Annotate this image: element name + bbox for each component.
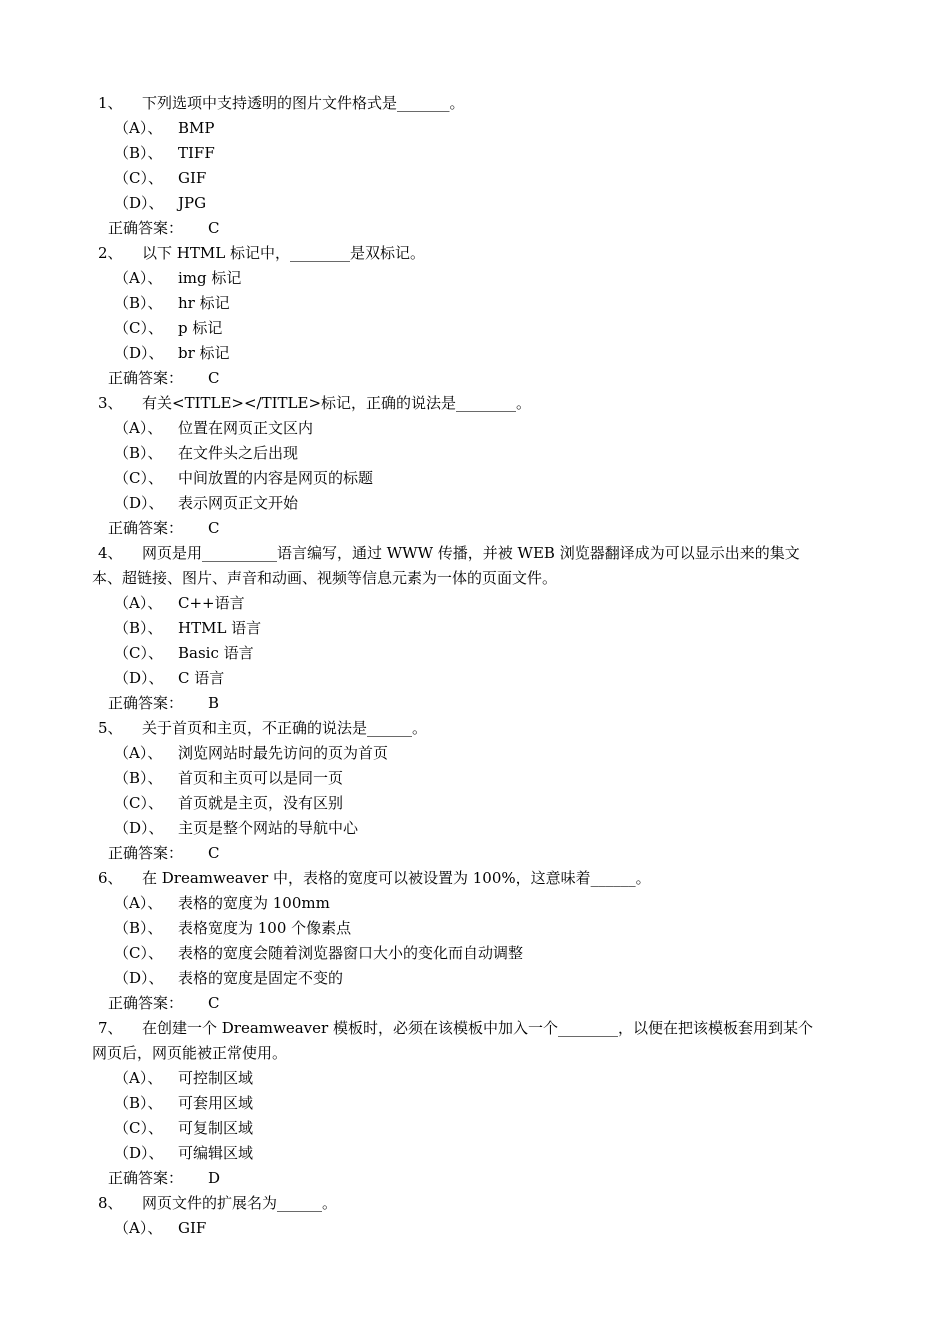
option-item [92, 816, 864, 841]
answer-line [92, 691, 864, 716]
option-label: （A）、 [114, 269, 163, 287]
option-item [92, 466, 864, 491]
question-text: 关于首页和主页，不正确的说法是______。 [142, 719, 428, 737]
answer-value: C [208, 994, 220, 1012]
question-number: 2、 [98, 244, 123, 262]
question-stem [92, 1191, 864, 1216]
question-stem [92, 241, 864, 266]
option-label: （A）、 [114, 1069, 163, 1087]
option-label: （A）、 [114, 419, 163, 437]
document-page [92, 91, 864, 1241]
option-text: 位置在网页正文区内 [178, 419, 314, 437]
question-text: 在创建一个 Dreamweaver 模板时，必须在该模板中加入一个________，以便在把该模板套用到某个 [142, 1019, 813, 1037]
option-text: Basic 语言 [178, 644, 254, 662]
option-label: （B）、 [114, 919, 163, 937]
option-text: C 语言 [178, 669, 225, 687]
question-number: 5、 [98, 719, 123, 737]
option-item [92, 266, 864, 291]
option-label: （B）、 [114, 144, 163, 162]
question-text: 下列选项中支持透明的图片文件格式是_______。 [142, 94, 465, 112]
answer-label: 正确答案： [108, 994, 184, 1012]
question-stem [92, 541, 864, 566]
option-text: p 标记 [178, 319, 223, 337]
option-text: 表格宽度为 100 个像素点 [178, 919, 352, 937]
option-text: GIF [178, 169, 207, 187]
question-block [92, 1016, 864, 1191]
option-text: 首页和主页可以是同一页 [178, 769, 344, 787]
question-text-continued: 网页后，网页能被正常使用。 [92, 1044, 288, 1062]
option-text: HTML 语言 [178, 619, 262, 637]
answer-line [92, 1166, 864, 1191]
option-label: （C）、 [114, 469, 163, 487]
option-text: 浏览网站时最先访问的页为首页 [178, 744, 389, 762]
option-item [92, 491, 864, 516]
option-item [92, 591, 864, 616]
question-stem [92, 866, 864, 891]
question-text-continued: 本、超链接、图片、声音和动画、视频等信息元素为一体的页面文件。 [92, 569, 558, 587]
option-text: 中间放置的内容是网页的标题 [178, 469, 374, 487]
answer-label: 正确答案： [108, 694, 184, 712]
question-number: 6、 [98, 869, 123, 887]
question-text: 在 Dreamweaver 中，表格的宽度可以被设置为 100%，这意味着______。 [142, 869, 651, 887]
option-label: （B）、 [114, 1094, 163, 1112]
option-label: （A）、 [114, 894, 163, 912]
option-label: （D）、 [114, 494, 164, 512]
option-text: 可控制区域 [178, 1069, 254, 1087]
option-label: （A）、 [114, 119, 163, 137]
option-item [92, 116, 864, 141]
option-label: （D）、 [114, 819, 164, 837]
option-item [92, 341, 864, 366]
answer-label: 正确答案： [108, 519, 184, 537]
option-item [92, 291, 864, 316]
option-item [92, 1216, 864, 1241]
question-block [92, 391, 864, 541]
option-label: （C）、 [114, 1119, 163, 1137]
question-stem [92, 1016, 864, 1041]
option-label: （A）、 [114, 744, 163, 762]
option-item [92, 641, 864, 666]
option-label: （C）、 [114, 644, 163, 662]
answer-line [92, 366, 864, 391]
option-label: （B）、 [114, 444, 163, 462]
answer-label: 正确答案： [108, 219, 184, 237]
option-label: （A）、 [114, 1219, 163, 1237]
question-stem [92, 391, 864, 416]
answer-value: D [208, 1169, 221, 1187]
option-label: （D）、 [114, 1144, 164, 1162]
question-block [92, 866, 864, 1016]
option-item [92, 416, 864, 441]
option-text: img 标记 [178, 269, 242, 287]
option-item [92, 141, 864, 166]
option-text: hr 标记 [178, 294, 230, 312]
answer-value: C [208, 369, 220, 387]
option-text: 表格的宽度是固定不变的 [178, 969, 344, 987]
option-text: 主页是整个网站的导航中心 [178, 819, 359, 837]
question-block [92, 241, 864, 391]
answer-line [92, 516, 864, 541]
option-text: 表格的宽度会随着浏览器窗口大小的变化而自动调整 [178, 944, 524, 962]
question-text: 网页文件的扩展名为______。 [142, 1194, 338, 1212]
option-item [92, 941, 864, 966]
option-item [92, 891, 864, 916]
option-label: （D）、 [114, 669, 164, 687]
option-label: （B）、 [114, 294, 163, 312]
option-label: （A）、 [114, 594, 163, 612]
option-text: 首页就是主页，没有区别 [178, 794, 344, 812]
option-text: 可套用区域 [178, 1094, 254, 1112]
question-number: 4、 [98, 544, 123, 562]
option-text: 表格的宽度为 100mm [178, 894, 330, 912]
option-item [92, 766, 864, 791]
option-item [92, 1091, 864, 1116]
option-text: BMP [178, 119, 215, 137]
option-item [92, 1066, 864, 1091]
option-item [92, 441, 864, 466]
question-text: 以下 HTML 标记中，________是双标记。 [142, 244, 425, 262]
answer-label: 正确答案： [108, 369, 184, 387]
question-block [92, 91, 864, 241]
option-item [92, 316, 864, 341]
option-item [92, 791, 864, 816]
answer-value: C [208, 519, 220, 537]
option-text: TIFF [178, 144, 215, 162]
option-label: （C）、 [114, 319, 163, 337]
question-block [92, 1191, 864, 1241]
answer-value: C [208, 219, 220, 237]
option-item [92, 916, 864, 941]
option-item [92, 191, 864, 216]
option-label: （B）、 [114, 769, 163, 787]
answer-value: C [208, 844, 220, 862]
option-label: （C）、 [114, 794, 163, 812]
question-block [92, 541, 864, 716]
option-label: （C）、 [114, 169, 163, 187]
option-item [92, 966, 864, 991]
option-label: （C）、 [114, 944, 163, 962]
answer-label: 正确答案： [108, 1169, 184, 1187]
option-text: 可编辑区域 [178, 1144, 254, 1162]
answer-line [92, 216, 864, 241]
question-block [92, 716, 864, 866]
option-item [92, 741, 864, 766]
option-label: （B）、 [114, 619, 163, 637]
answer-label: 正确答案： [108, 844, 184, 862]
option-text: GIF [178, 1219, 207, 1237]
question-number: 3、 [98, 394, 123, 412]
option-item [92, 616, 864, 641]
option-label: （D）、 [114, 194, 164, 212]
question-number: 7、 [98, 1019, 123, 1037]
option-text: 在文件头之后出现 [178, 444, 299, 462]
option-item [92, 1116, 864, 1141]
question-number: 8、 [98, 1194, 123, 1212]
answer-line [92, 841, 864, 866]
option-text: br 标记 [178, 344, 230, 362]
question-stem [92, 716, 864, 741]
option-text: 可复制区域 [178, 1119, 254, 1137]
answer-line [92, 991, 864, 1016]
question-stem [92, 91, 864, 116]
option-text: JPG [178, 194, 207, 212]
question-number: 1、 [98, 94, 123, 112]
option-item [92, 166, 864, 191]
answer-value: B [208, 694, 220, 712]
option-text: C++语言 [178, 594, 245, 612]
option-item [92, 1141, 864, 1166]
option-text: 表示网页正文开始 [178, 494, 299, 512]
question-text: 有关<TITLE></TITLE>标记，正确的说法是________。 [142, 394, 532, 412]
question-text: 网页是用__________语言编写，通过 WWW 传播，并被 WEB 浏览器翻译成为可以显示出来的集文 [142, 544, 800, 562]
option-label: （D）、 [114, 344, 164, 362]
option-label: （D）、 [114, 969, 164, 987]
option-item [92, 666, 864, 691]
